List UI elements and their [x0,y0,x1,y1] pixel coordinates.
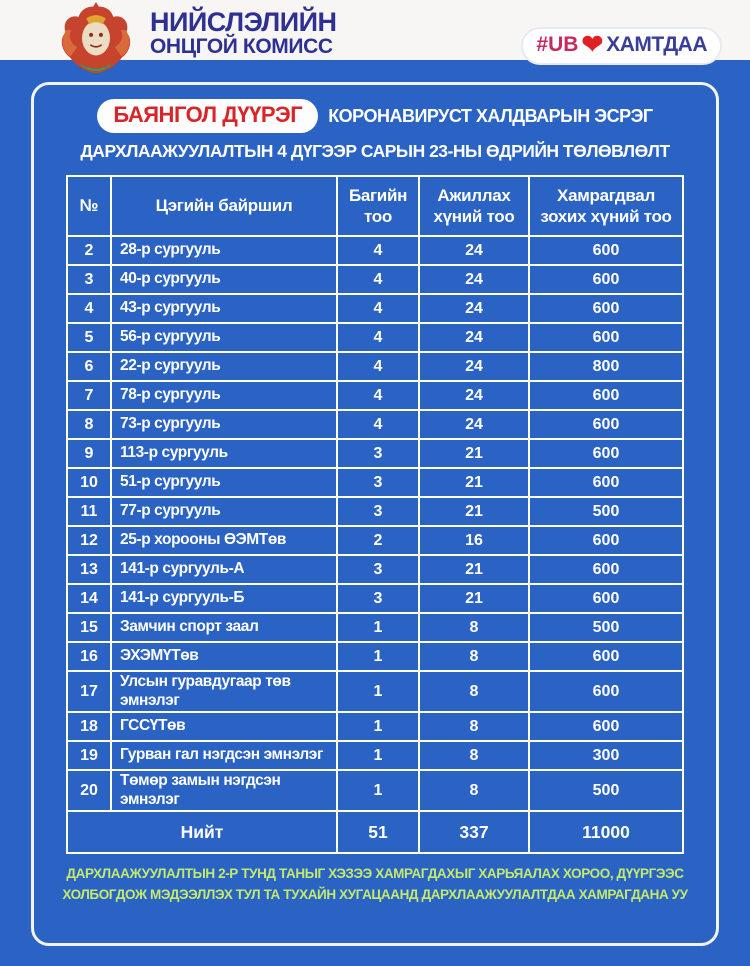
cell-teams: 1 [337,642,419,671]
cell-coverage: 500 [529,770,683,811]
cell-workers: 8 [419,741,529,770]
cell-workers: 21 [419,555,529,584]
table-row [67,526,683,555]
table-row [67,741,683,770]
title-campaign: КОРОНАВИРУСТ ХАЛДВАРЫН ЭСРЭГ [328,105,653,126]
cell-coverage: 600 [529,410,683,439]
table-row [67,712,683,741]
cell-no: 18 [67,712,111,741]
cell-teams: 1 [337,741,419,770]
cell-location: 141-р сургууль-Б [111,584,337,613]
cell-location: 78-р сургууль [111,381,337,410]
cell-teams: 1 [337,613,419,642]
table-row [67,497,683,526]
district-pill: БАЯНГОЛ ДҮҮРЭГ [97,99,318,133]
title-line-2: ДАРХЛААЖУУЛАЛТЫН 4 ДҮГЭЭР САРЫН 23-НЫ ӨДРИЙН ТӨЛӨВЛӨЛТ [80,141,670,161]
table-row [67,770,683,811]
cell-no: 3 [67,265,111,294]
cell-no: 5 [67,323,111,352]
heart-icon: ❤ [581,29,604,60]
cell-workers: 8 [419,671,529,712]
cell-coverage: 600 [529,381,683,410]
cell-teams: 1 [337,770,419,811]
table-row [67,584,683,613]
cell-teams: 4 [337,352,419,381]
cell-coverage: 600 [529,584,683,613]
cell-location: 28-р сургууль [111,236,337,265]
col-header-teams: Багийн тоо [337,176,419,236]
cell-no: 12 [67,526,111,555]
cell-no: 19 [67,741,111,770]
organization-name [150,8,337,58]
cell-location: ЭХЭМҮТөв [111,642,337,671]
table-row [67,381,683,410]
cell-no: 20 [67,770,111,811]
cell-teams: 3 [337,439,419,468]
total-label: Нийт [67,811,337,853]
cell-location: 113-р сургууль [111,439,337,468]
table-row [67,323,683,352]
table-header-row [67,176,683,236]
cell-no: 17 [67,671,111,712]
footer-note-line1: ДАРХЛААЖУУЛАЛТЫН 2-Р ТУНД ТАНЫГ ХЭЗЭЭ ХАМРАГДАХЫГ ХАРЬЯАЛАХ ХОРОО, ДҮҮРГЭЭС [66,866,684,882]
cell-coverage: 600 [529,468,683,497]
cell-no: 16 [67,642,111,671]
cell-location: ГССҮТөв [111,712,337,741]
cell-workers: 24 [419,410,529,439]
cell-no: 15 [67,613,111,642]
org-name-line2: ОНЦГОЙ КОМИСС [150,35,333,59]
col-header-no: № [67,176,111,236]
table-row [67,410,683,439]
cell-coverage: 600 [529,439,683,468]
col-header-coverage: Хамрагдвал зохих хүний тоо [529,176,683,236]
cell-workers: 24 [419,294,529,323]
org-name-line1: НИЙСЛЭЛИЙН [150,7,337,37]
cell-workers: 8 [419,613,529,642]
cell-coverage: 600 [529,555,683,584]
cell-workers: 24 [419,381,529,410]
cell-workers: 24 [419,265,529,294]
cell-coverage: 600 [529,294,683,323]
cell-coverage: 500 [529,497,683,526]
total-teams: 51 [337,811,419,853]
cell-workers: 8 [419,770,529,811]
table-row [67,352,683,381]
total-workers: 337 [419,811,529,853]
cell-location: 43-р сургууль [111,294,337,323]
cell-location: 40-р сургууль [111,265,337,294]
table-row [67,236,683,265]
cell-teams: 4 [337,265,419,294]
table-row [67,613,683,642]
cell-teams: 4 [337,410,419,439]
cell-teams: 3 [337,468,419,497]
col-header-location: Цэгийн байршил [111,176,337,236]
table-row [67,555,683,584]
table-row [67,294,683,323]
cell-workers: 21 [419,468,529,497]
cell-workers: 21 [419,584,529,613]
cell-workers: 16 [419,526,529,555]
cell-coverage: 600 [529,236,683,265]
cell-location: 25-р хорооны ӨЭМТөв [111,526,337,555]
cell-location: 141-р сургууль-А [111,555,337,584]
emblem-face [82,21,110,56]
cell-no: 2 [67,236,111,265]
content-frame [31,82,719,946]
cell-teams: 4 [337,294,419,323]
table-row [67,642,683,671]
cell-workers: 21 [419,439,529,468]
cell-no: 8 [67,410,111,439]
cell-no: 13 [67,555,111,584]
cell-location: Төмөр замын нэгдсэн эмнэлэг [111,770,337,811]
table-row [67,468,683,497]
table-row [67,439,683,468]
hashtag-label: #UB [536,33,579,56]
cell-workers: 8 [419,712,529,741]
cell-coverage: 600 [529,642,683,671]
cell-workers: 8 [419,642,529,671]
col-header-workers: Ажиллах хүний тоо [419,176,529,236]
cell-workers: 24 [419,352,529,381]
cell-location: 56-р сургууль [111,323,337,352]
total-coverage: 11000 [529,811,683,853]
vaccination-plan-table [66,175,684,854]
ub-together-badge [521,27,722,65]
cell-coverage: 800 [529,352,683,381]
cell-location: 51-р сургууль [111,468,337,497]
cell-teams: 1 [337,671,419,712]
cell-coverage: 500 [529,613,683,642]
cell-teams: 4 [337,381,419,410]
together-label: ХАМТДАА [606,33,707,56]
cell-workers: 21 [419,497,529,526]
cell-workers: 24 [419,236,529,265]
footer-note-line2: ХОЛБОГДОЖ МЭДЭЭЛЛЭХ ТУЛ ТА ТУХАЙН ХУГАЦААНД ДАРХЛААЖУУЛАЛТДАА ХАМРАГДАНА УУ [62,886,688,902]
cell-location: Гурван гал нэгдсэн эмнэлэг [111,741,337,770]
cell-location: 73-р сургууль [111,410,337,439]
cell-no: 9 [67,439,111,468]
cell-teams: 3 [337,555,419,584]
cell-location: 77-р сургууль [111,497,337,526]
cell-location: 22-р сургууль [111,352,337,381]
table-row [67,671,683,712]
cell-teams: 2 [337,526,419,555]
cell-coverage: 600 [529,671,683,712]
cell-coverage: 600 [529,526,683,555]
total-row [67,811,683,853]
cell-no: 10 [67,468,111,497]
cell-coverage: 600 [529,712,683,741]
cell-no: 7 [67,381,111,410]
city-emblem-logo [52,2,140,76]
cell-location: Замчин спорт заал [111,613,337,642]
cell-no: 14 [67,584,111,613]
cell-no: 11 [67,497,111,526]
cell-workers: 24 [419,323,529,352]
cell-teams: 1 [337,712,419,741]
cell-coverage: 300 [529,741,683,770]
cell-teams: 3 [337,497,419,526]
cell-teams: 4 [337,323,419,352]
footer-note [34,864,716,905]
cell-teams: 3 [337,584,419,613]
cell-no: 4 [67,294,111,323]
cell-coverage: 600 [529,265,683,294]
title-line-1 [34,99,716,133]
cell-no: 6 [67,352,111,381]
table-row [67,265,683,294]
cell-coverage: 600 [529,323,683,352]
cell-location: Улсын гуравдугаар төв эмнэлэг [111,671,337,712]
cell-teams: 4 [337,236,419,265]
